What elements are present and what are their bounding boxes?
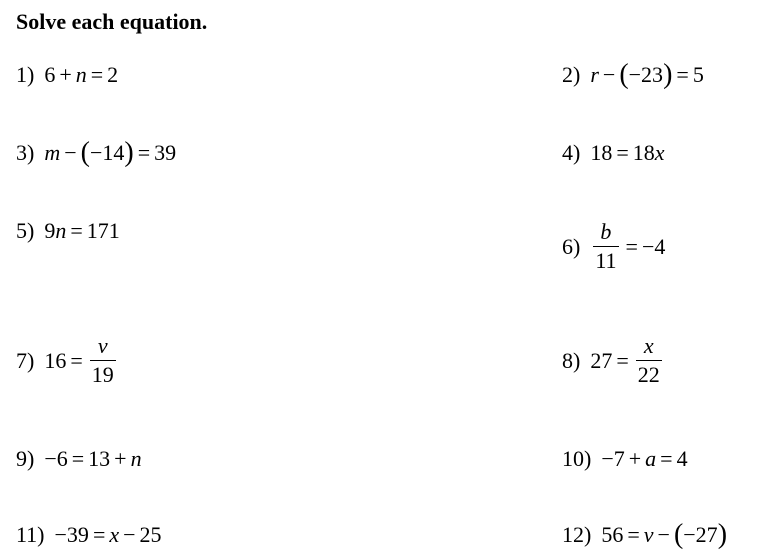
problem-number: 4) <box>562 140 581 165</box>
variable: v <box>643 522 654 547</box>
term: −6 <box>44 446 68 471</box>
equals-sign: = <box>676 62 689 87</box>
problem-number: 11) <box>16 522 45 547</box>
equation <box>590 59 704 90</box>
term: 18 <box>590 140 613 165</box>
problem-8 <box>562 334 665 387</box>
equation <box>601 446 687 472</box>
equation <box>44 334 118 387</box>
term: −7 <box>601 446 625 471</box>
problem-7 <box>16 334 119 387</box>
operator: + <box>628 446 642 471</box>
operator: + <box>59 62 72 87</box>
problem-3 <box>16 137 177 168</box>
problem-5 <box>16 218 120 244</box>
variable: n <box>130 446 142 471</box>
problem-number: 8) <box>562 347 581 373</box>
term: 16 <box>44 347 67 373</box>
right-paren: ) <box>124 137 134 168</box>
term: 39 <box>154 140 177 165</box>
variable: n <box>75 62 87 87</box>
right-paren: ) <box>717 519 728 550</box>
term: 27 <box>590 347 613 373</box>
equals-sign: = <box>137 140 151 165</box>
equation <box>55 522 162 548</box>
variable: r <box>590 62 599 87</box>
denominator: 19 <box>91 362 114 387</box>
left-paren: ( <box>673 519 684 550</box>
equation <box>44 446 141 472</box>
equals-sign: = <box>660 446 673 471</box>
problem-number: 3) <box>16 140 35 165</box>
equation <box>44 137 177 168</box>
worksheet-heading: Solve each equation. <box>16 9 208 34</box>
term: −23 <box>628 62 664 87</box>
operator: + <box>114 446 127 471</box>
variable: a <box>645 446 657 471</box>
equals-sign: = <box>616 140 629 165</box>
equals-sign: = <box>70 218 83 243</box>
problem-1 <box>16 62 118 88</box>
denominator: 11 <box>595 248 617 273</box>
term: −14 <box>89 140 125 165</box>
problem-number: 10) <box>562 446 592 471</box>
problem-number: 6) <box>562 233 581 259</box>
equation <box>44 62 118 88</box>
coefficient: 18 <box>632 140 655 165</box>
left-paren: ( <box>80 137 90 168</box>
problem-9 <box>16 446 142 472</box>
equation <box>44 218 119 244</box>
variable: m <box>44 140 61 165</box>
equation <box>590 334 664 387</box>
term: −4 <box>641 233 666 259</box>
equation <box>590 140 664 166</box>
problem-number: 2) <box>562 62 581 87</box>
equals-sign: = <box>625 233 638 259</box>
term: 4 <box>676 446 688 471</box>
equation <box>590 220 665 273</box>
problem-number: 9) <box>16 446 35 471</box>
term: −39 <box>54 522 89 547</box>
problem-number: 7) <box>16 347 35 373</box>
coefficient: 9 <box>44 218 56 243</box>
equation <box>601 519 728 550</box>
fraction <box>636 334 662 387</box>
term: 6 <box>44 62 56 87</box>
term: −27 <box>683 522 718 547</box>
equals-sign: = <box>90 62 104 87</box>
equals-sign: = <box>627 522 640 547</box>
problem-2 <box>562 59 704 90</box>
problem-12 <box>562 519 728 550</box>
variable: x <box>109 522 120 547</box>
right-paren: ) <box>663 59 673 90</box>
problem-number: 1) <box>16 62 35 87</box>
numerator: b <box>600 219 612 244</box>
term: 25 <box>139 522 162 547</box>
variable: x <box>654 140 665 165</box>
left-paren: ( <box>619 59 629 90</box>
problem-4 <box>562 140 665 166</box>
numerator: x <box>643 333 654 358</box>
equals-sign: = <box>92 522 106 547</box>
denominator: 22 <box>637 362 660 387</box>
operator: − <box>64 140 77 165</box>
operator: − <box>657 522 670 547</box>
variable: n <box>55 218 67 243</box>
equals-sign: = <box>70 347 83 373</box>
term: 171 <box>86 218 120 243</box>
term: 13 <box>88 446 111 471</box>
problem-number: 5) <box>16 218 35 243</box>
fraction <box>593 220 618 273</box>
numerator: v <box>97 333 108 358</box>
term: 56 <box>601 522 624 547</box>
equals-sign: = <box>616 347 629 373</box>
fraction <box>90 334 116 387</box>
operator: − <box>123 522 136 547</box>
problem-11 <box>16 522 162 548</box>
operator: − <box>602 62 616 87</box>
equals-sign: = <box>71 446 85 471</box>
term: 2 <box>107 62 119 87</box>
problem-number: 12) <box>562 522 592 547</box>
problem-10 <box>562 446 688 472</box>
problem-6 <box>562 220 665 273</box>
term: 5 <box>692 62 704 87</box>
